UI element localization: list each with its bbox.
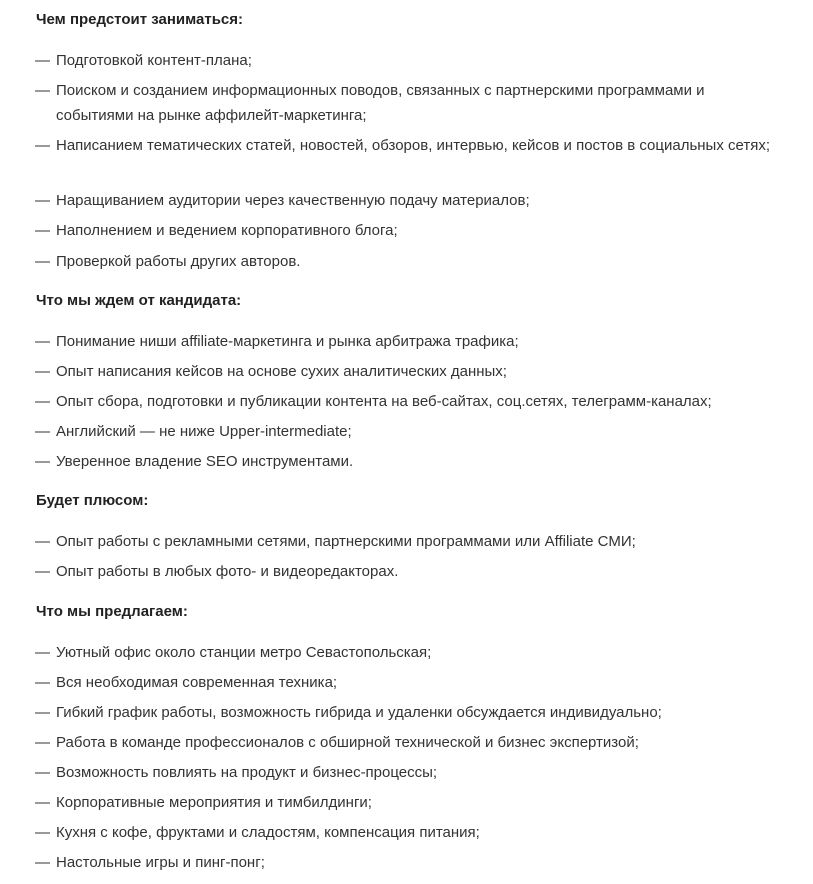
list-item: — Проверкой работы других авторов. (35, 249, 775, 274)
dash-bullet: — (35, 674, 50, 691)
list-item: — Понимание ниши affiliate-маркетинга и рынка арбитража трафика; (35, 329, 775, 354)
list-item: — Уютный офис около станции метро Севастопольская; (35, 640, 775, 665)
dash-bullet: — (35, 764, 50, 781)
list-item: — Подготовкой контент-плана; (35, 48, 775, 73)
dash-bullet: — (35, 533, 50, 550)
dash-bullet: — (35, 824, 50, 841)
list-item: — Возможность повлиять на продукт и бизнес-процессы; (35, 760, 775, 785)
dash-bullet: — (35, 82, 50, 99)
list-item: — Опыт работы в любых фото- и видеоредакторах. (35, 559, 775, 584)
dash-bullet: — (35, 137, 50, 154)
dash-bullet: — (35, 854, 50, 871)
dash-bullet: — (35, 734, 50, 751)
list-item: — Корпоративные мероприятия и тимбилдинги; (35, 790, 775, 815)
dash-bullet: — (35, 453, 50, 470)
list-item: — Опыт написания кейсов на основе сухих аналитических данных; (35, 359, 775, 384)
section-title-offer: Что мы предлагаем: (36, 603, 188, 620)
dash-bullet: — (35, 222, 50, 239)
list-item: — Уверенное владение SEO инструментами. (35, 449, 775, 474)
list-item: — Наращиванием аудитории через качественную подачу материалов; (35, 188, 775, 213)
dash-bullet: — (35, 704, 50, 721)
list-item: — Английский — не ниже Upper-intermediate; (35, 419, 775, 444)
section-title-bonus: Будет плюсом: (36, 492, 149, 509)
list-item: — Работа в команде профессионалов с обширной технической и бизнес экспертизой; (35, 730, 775, 755)
dash-bullet: — (35, 563, 50, 580)
section-title-duties: Чем предстоит заниматься: (36, 11, 244, 28)
list-item: — Кухня с кофе, фруктами и сладостям, компенсация питания; (35, 820, 775, 845)
dash-bullet: — (35, 644, 50, 661)
dash-bullet: — (35, 192, 50, 209)
list-item: — Настольные игры и пинг-понг; (35, 850, 775, 875)
section-title-requirements: Что мы ждем от кандидата: (36, 292, 242, 309)
dash-bullet: — (35, 423, 50, 440)
list-item: — Опыт работы с рекламными сетями, партнерскими программами или Affiliate СМИ; (35, 529, 775, 554)
list-item: — Поиском и созданием информационных поводов, связанных с партнерскими программами и событиями на рынке аффилейт-маркетинга; (35, 78, 775, 128)
dash-bullet: — (35, 333, 50, 350)
dash-bullet: — (35, 794, 50, 811)
list-item: — Вся необходимая современная техника; (35, 670, 775, 695)
list-item: — Гибкий график работы, возможность гибрида и удаленки обсуждается индивидуально; (35, 700, 775, 725)
dash-bullet: — (35, 253, 50, 270)
list-item: — Опыт сбора, подготовки и публикации контента на веб-сайтах, соц.сетях, телеграмм-каналах; (35, 389, 775, 414)
dash-bullet: — (35, 363, 50, 380)
dash-bullet: — (35, 393, 50, 410)
list-item: — Написанием тематических статей, новостей, обзоров, интервью, кейсов и постов в социальных сетях; (35, 133, 775, 158)
list-item: — Наполнением и ведением корпоративного блога; (35, 218, 775, 243)
dash-bullet: — (35, 52, 50, 69)
